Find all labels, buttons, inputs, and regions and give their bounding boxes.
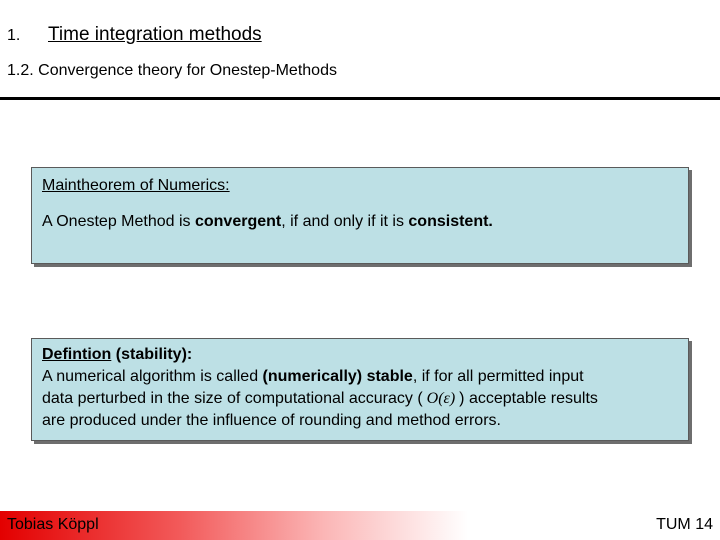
definition-line-1-text: A numerical algorithm is called	[42, 368, 263, 385]
theorem-statement	[42, 211, 678, 233]
definition-line-3: are produced under the influence of rounding and method errors.	[42, 412, 501, 429]
theorem-text-1: A Onestep Method is	[42, 213, 195, 230]
section-title: Time integration methods	[48, 24, 262, 45]
definition-line-2-after: ) acceptable results	[459, 390, 598, 407]
definition-line-1-after: , if for all permitted input	[412, 368, 584, 385]
definition-box	[31, 338, 689, 441]
definition-line-1	[42, 366, 678, 388]
definition-line-2-text: data perturbed in the size of computational accuracy (	[42, 390, 423, 407]
theorem-bold-consistent: consistent.	[408, 213, 493, 230]
definition-bold-stable: (numerically) stable	[262, 368, 413, 385]
footer-page-number: TUM 14	[656, 516, 713, 533]
definition-title: Defintion	[42, 346, 112, 363]
theorem-bold-convergent: convergent	[194, 213, 282, 230]
section-number: 1.	[7, 27, 21, 44]
theorem-box	[31, 167, 689, 264]
subsection-title: 1.2. Convergence theory for Onestep-Methods	[7, 62, 337, 79]
footer-bar	[0, 511, 720, 540]
theorem-title: Maintheorem of Numerics:	[42, 177, 230, 194]
footer-author: Tobias Köppl	[7, 516, 99, 533]
theorem-text-2: , if and only if it is	[281, 213, 409, 230]
accuracy-formula: O(ε)	[426, 390, 456, 407]
definition-line-2	[42, 388, 678, 410]
definition-title-suffix: (stability):	[111, 346, 193, 363]
header-divider	[0, 97, 720, 100]
